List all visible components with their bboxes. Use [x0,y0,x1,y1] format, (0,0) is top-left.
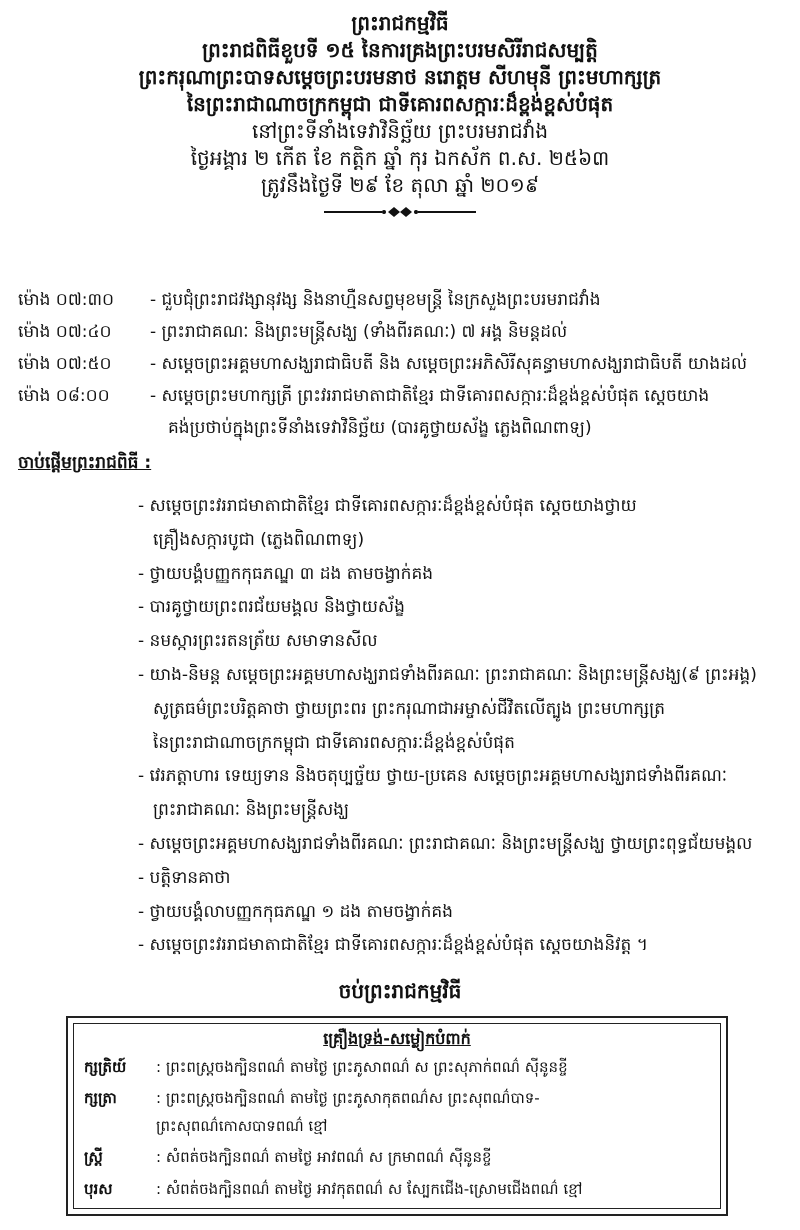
ceremony-item: - សម្ដេចព្រះវររាជមាតាជាតិខ្មែរ ជាទីគោរពសក្ការៈដ៏ខ្ពង់ខ្ពស់បំផុត ស្ដេចយាងថ្វាយ [138,496,637,516]
dress-code-row [84,1176,582,1203]
dress-code-row [84,1085,540,1112]
ceremony-item: នៃព្រះរាជាណាចក្រកម្ពុជា ជាទីគោរពសក្ការៈដ៏ខ្ពង់ខ្ពស់បំផុត [153,732,515,753]
schedule-row [18,380,788,412]
ceremony-item: - យាង-និមន្ត សម្ដេចព្រះអគ្គមហាសង្ឃរាជទាំងពីរគណៈ ព្រះរាជាគណៈ និងព្រះមន្ត្រីសង្ឃ(៩ ព្រះអង្គ) [138,664,757,685]
ceremony-item: គ្រឿងសក្ការបូជា (ភ្លេងពិណពាទ្យ) [153,529,365,550]
schedule-row [18,412,788,444]
ceremony-item: - សម្ដេចព្រះវររាជមាតាជាតិខ្មែរ ជាទីគោរពសក្ការៈដ៏ខ្ពង់ខ្ពស់បំផុត ស្ដេចយាងនិវត្ត ។ [138,935,648,956]
header-line-6: ថ្ងៃអង្គារ ២ កើត ខែ កត្តិក ឆ្នាំ កុរ ឯកស័ក ព.ស. ២៥៦៣ [190,146,610,170]
dress-code-row [84,1113,327,1140]
schedule-time: ម៉ោង ០៧:៤០ [18,322,112,342]
header-line-2: ព្រះរាជពិធីខួបទី ១៥ នៃការគ្រងព្រះបរមសិរីរាជសម្បត្តិ [202,38,598,62]
ceremony-item: ព្រះរាជាគណៈ និងព្រះមន្ត្រីសង្ឃ [153,800,350,821]
dress-code-label: បុរស [84,1180,113,1198]
end-title: ចប់ព្រះរាជកម្មវិធី [338,979,462,1003]
ceremony-item: - ថ្វាយបង្គំលាបញ្ញកកុធភណ្ឌ ១ ដង តាមចង្វាក់គង [138,901,453,922]
schedule-row [18,316,788,348]
ceremony-item: - បារគូថ្វាយព្រះពរជ័យមង្គល និងថ្វាយស័ង្ខ [138,597,405,618]
dress-code-inner-frame [73,1023,721,1209]
schedule-text: - ព្រះរាជាគណៈ និងព្រះមន្ត្រីសង្ឃ (ទាំងពីរគណៈ) ៧ អង្គ និមន្តដល់ [150,322,568,342]
dress-code-row [84,1054,568,1081]
schedule-text: - ជួបជុំព្រះរាជវង្សានុវង្ស និងនាហ្មឺនសព្វមុខមន្ត្រី នៃក្រសួងព្រះបរមរាជវាំង [150,290,601,310]
dress-code-title: គ្រឿងទ្រង់-សម្លៀកបំពាក់ [323,1029,471,1048]
schedule-list [18,284,788,444]
schedule-time: ម៉ោង ០៧:៣០ [18,290,115,310]
ceremony-item: - នមស្ការព្រះរតនត្រ័យ សមាទានសីល [138,631,378,652]
schedule-text: - សម្ដេចព្រះអគ្គមហាសង្ឃរាជាធិបតី និង សម្ដេចព្រះអភិសិរីសុគន្ធាមហាសង្ឃរាជាធិបតី យាងដល់ [150,354,748,374]
ceremony-item: សូត្រធម៌ព្រះបរិត្តគាថា ថ្វាយព្រះពរ ព្រះករុណាជាអម្ចាស់ជីវិតលើត្បូង ព្រះមហាក្សត្រ [153,698,666,719]
schedule-text: - សម្ដេចព្រះមហាក្សត្រី ព្រះវររាជមាតាជាតិខ្មែរ ជាទីគោរពសក្ការៈដ៏ខ្ពង់ខ្ពស់បំផុត ស្ដេចយាង [150,386,710,406]
ceremony-item: - បត្តិទានគាថា [138,867,231,888]
document-header [0,10,800,219]
schedule-row [18,348,788,380]
schedule-row [18,284,788,316]
ceremony-item: - វេរភត្តាហារ ទេយ្យទាន និងចតុប្បច្ច័យ ថ្វាយ-ប្រគេន សម្ដេចព្រះអគ្គមហាសង្ឃរាជទាំងពីរគណៈ [138,766,728,787]
ceremony-item: - ថ្វាយបង្គំបញ្ញកកុធភណ្ឌ ៣ ដង តាមចង្វាក់គង [138,563,434,584]
dress-code-text: : សំពត់ចងក្បិនពណ៌ តាមថ្ងៃ អាវកុតពណ៌ ស ស្បែកជើង-ស្រោមជើងពណ៌ ខ្មៅ [156,1180,583,1198]
dress-code-label: ក្សត្រិយ៍ [84,1058,127,1076]
header-line-7: ត្រូវនឹងថ្ងៃទី ២៩ ខែ តុលា ឆ្នាំ ២០១៩ [261,173,539,197]
header-line-3: ព្រះករុណាព្រះបាទសម្ដេចព្រះបរមនាថ នរោត្តម សីហមុនី ព្រះមហាក្សត្រ [138,65,662,89]
dress-code-label: ស្ត្រី [84,1148,103,1166]
dress-code-text: ព្រះសុពណ៌កោសបាទពណ៌ ខ្មៅ [156,1117,328,1135]
ceremony-items [138,490,790,963]
dress-code-label: ក្សត្រា [84,1089,117,1107]
dress-code-text: : ព្រះពស្ត្រចងក្បិនពណ៌ តាមថ្ងៃ ព្រះភូសាកុតពណ៌ស ព្រះសុពណ៌បាទ- [156,1089,540,1107]
dress-code-box [66,1016,728,1216]
ceremony-item: - សម្ដេចព្រះអគ្គមហាសង្ឃរាជទាំងពីរគណៈ ព្រះរាជាគណៈ និងព្រះមន្ត្រីសង្ឃ ថ្វាយព្រះពុទ្ធជ័យមង្គល [138,833,753,854]
schedule-text: គង់ប្រថាប់ក្នុងព្រះទីនាំងទេវាវិនិច្ឆ័យ (បារគូថ្វាយស័ង្ខ ភ្លេងពិណពាទ្យ) [168,418,592,438]
schedule-time: ម៉ោង ០៧:៥០ [18,354,112,374]
ornament-divider [320,205,480,219]
ceremony-start-label: ចាប់ផ្ដើមព្រះរាជពិធី : [18,453,152,473]
dress-code-row [84,1144,492,1171]
header-line-1: ព្រះរាជកម្មវិធី [351,11,449,35]
header-line-4: នៃព្រះរាជាណាចក្រកម្ពុជា ជាទីគោរពសក្ការៈដ៏ខ្ពង់ខ្ពស់បំផុត [186,92,614,116]
dress-code-text: : សំពត់ចងក្បិនពណ៌ តាមថ្ងៃ អាវពណ៌ ស ក្រមាពណ៌ ស៊ីនូនខ្ចី [156,1148,492,1166]
header-line-5: នៅព្រះទីនាំងទេវាវិនិច្ឆ័យ ព្រះបរមរាជវាំង [251,119,549,143]
dress-code-text: : ព្រះពស្ត្រចងក្បិនពណ៌ តាមថ្ងៃ ព្រះភូសាពណ៌ ស ព្រះសុភាក់ពណ៌ ស៊ីនូនខ្ចី [156,1058,568,1076]
schedule-time: ម៉ោង ០៨:០០ [18,386,110,406]
